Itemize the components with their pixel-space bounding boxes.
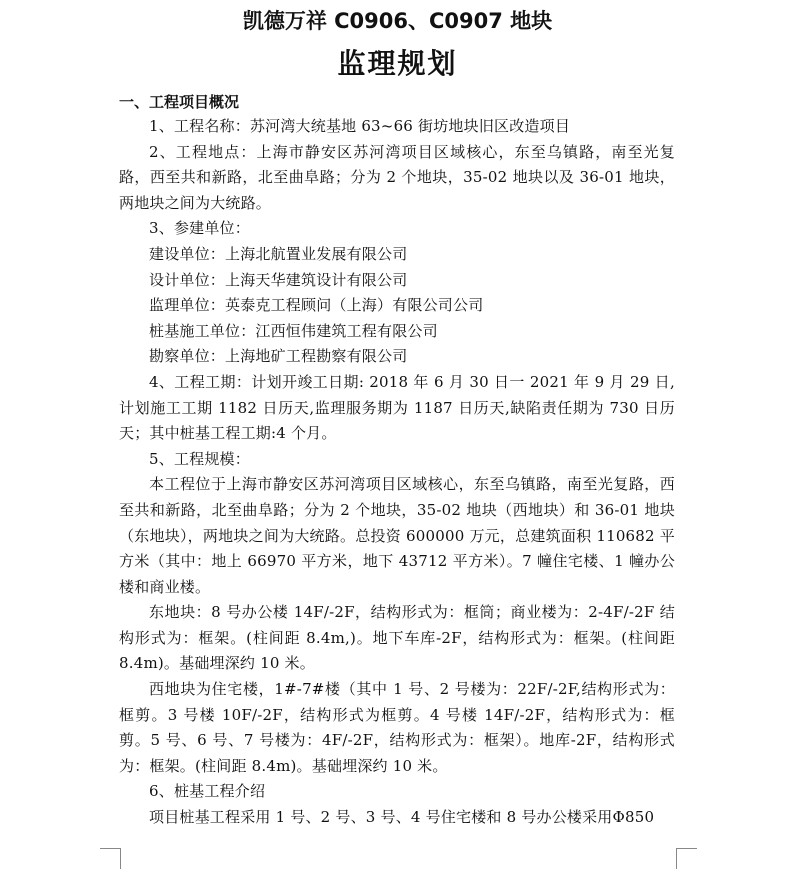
paragraph-project-name: 1、工程名称：苏河湾大统基地 63~66 街坊地块旧区改造项目	[149, 117, 571, 135]
paragraph-survey-unit: 勘察单位：上海地矿工程勘察有限公司	[149, 347, 408, 366]
paragraph-design-unit: 设计单位：上海天华建筑设计有限公司	[149, 270, 408, 289]
page-corner-mark-right	[676, 848, 697, 869]
paragraph-schedule: 4、工程工期：计划开竣工日期: 2018 年 6 月 30 日一 2021 年 9 月 29 日,计划施工工期 1182 日历天,监理服务期为 1187 日历天,缺陷责任期为 730 日历天；其中桩基工程工期:4 个月。	[119, 372, 675, 443]
document-body	[119, 114, 675, 831]
paragraph-pile-heading: 6、桩基工程介绍	[149, 782, 266, 801]
paragraph-pile-intro: 项目桩基工程采用 1 号、2 号、3 号、4 号住宅楼和 8 号办公楼采用Φ850	[149, 808, 655, 827]
paragraph-scale-overview: 本工程位于上海市静安区苏河湾项目区域核心，东至乌镇路，南至光复路，西至共和新路，北至曲阜路；分为 2 个地块，35-02 地块（西地块）和 36-01 地块（东地块），两地块之间为大统路。总投资 600000 万元，总建筑面积 110682 平方米（其中：地上 66970 平方米，地下 43712 平方米）。7 幢住宅楼、1 幢办公楼和商业楼。	[119, 475, 675, 596]
page-corner-mark-left	[100, 848, 121, 869]
paragraph-project-location: 2、工程地点：上海市静安区苏河湾项目区域核心，东至乌镇路，南至光复路，西至共和新路，北至曲阜路；分为 2 个地块，35-02 地块以及 36-01 地块，两地块之间为大统路。	[119, 142, 675, 212]
document-subtitle: 监理规划	[337, 47, 458, 80]
paragraph-scale-heading: 5、工程规模：	[149, 449, 250, 468]
paragraph-supervision-unit: 监理单位：英泰克工程顾问（上海）有限公司公司	[149, 296, 484, 315]
paragraph-pile-contractor: 桩基施工单位：江西恒伟建筑工程有限公司	[149, 321, 438, 340]
document-title: 凯德万祥 C0906、C0907 地块	[242, 9, 553, 33]
paragraph-east-plot: 东地块：8 号办公楼 14F/-2F，结构形式为：框筒；商业楼为：2-4F/-2F 结构形式为：框架。(柱间距 8.4m,)。地下车库-2F，结构形式为：框架。(柱间距 8.4m)。基础埋深约 10 米。	[119, 603, 675, 673]
paragraph-participants-heading: 3、参建单位：	[149, 219, 250, 238]
section-heading: 一、工程项目概况	[119, 93, 240, 111]
paragraph-owner-unit: 建设单位：上海北航置业发展有限公司	[149, 244, 408, 263]
paragraph-west-plot: 西地块为住宅楼，1#-7#楼（其中 1 号、2 号楼为：22F/-2F,结构形式为：框剪。3 号楼 10F/-2F，结构形式为框剪。4 号楼 14F/-2F，结构形式为：框剪。5 号、6 号、7 号楼为：4F/-2F，结构形式为：框架）。地库-2F，结构形式为：框架。(柱间距 8.4m)。基础埋深约 10 米。	[119, 680, 675, 775]
